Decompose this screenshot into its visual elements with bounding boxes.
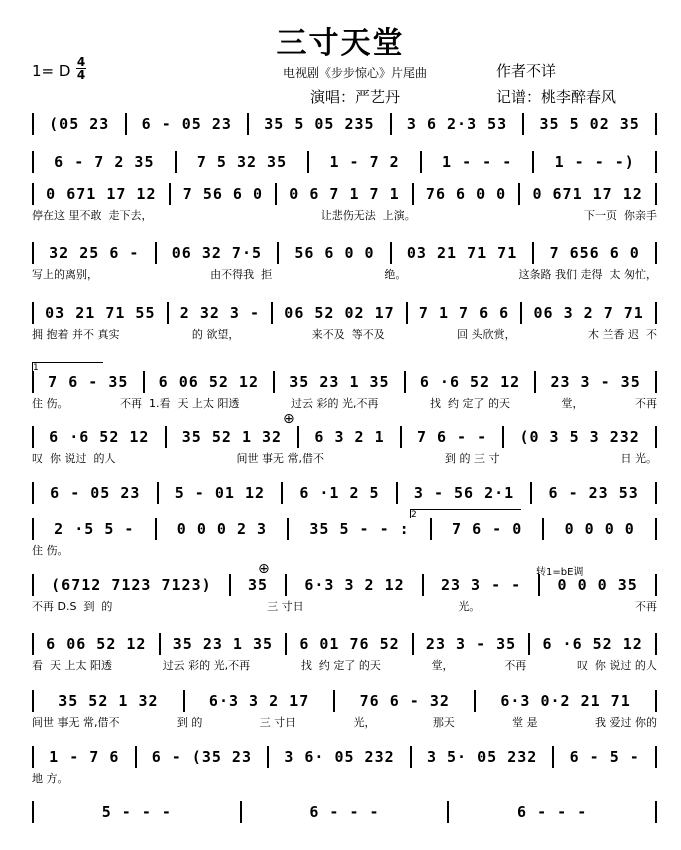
notation-line xyxy=(32,301,657,326)
song-subtitle: 电视剧《步步惊心》片尾曲 xyxy=(283,66,428,80)
lyric-phrase: 看 天 上太 阳透 xyxy=(32,659,112,672)
modulation-note: 转1=bE调 xyxy=(536,567,584,578)
score-row xyxy=(0,573,681,623)
lyric-phrase: 光， xyxy=(353,716,376,729)
bar-line xyxy=(32,518,34,540)
lyric-phrase: 间世 事无 常,借不 xyxy=(32,716,120,729)
measure: 1 - 7 2 xyxy=(329,153,400,171)
measure: 6 - 23 53 xyxy=(548,484,639,502)
score-row xyxy=(0,800,681,850)
measure: 76 6 - 32 xyxy=(359,692,450,710)
measure: 6 06 52 12 xyxy=(46,635,147,653)
notation-line xyxy=(32,425,657,450)
measure: 7 6 - 35 xyxy=(48,373,129,391)
measure: 0 671 17 12 xyxy=(532,185,643,203)
measure: 35 5 - - : xyxy=(309,520,410,538)
measure: 6 3 2 1 xyxy=(314,428,385,446)
lyric-phrase: 下一页 你亲手 xyxy=(584,209,657,222)
measure: 32 25 6 - xyxy=(49,244,140,262)
bar-line xyxy=(165,426,167,448)
bar-line xyxy=(32,746,34,768)
lyric-phrase: 不再 xyxy=(634,397,657,410)
measure: 3 - 56 2·1 xyxy=(413,484,515,502)
measure: 7 1 7 6 6 xyxy=(418,304,510,322)
measure: (6712 7123 7123) xyxy=(51,576,212,594)
measure: 6 - - - xyxy=(517,803,588,821)
measure: 3 6· 05 232 xyxy=(284,748,395,766)
lyric-phrase: 日 光。 xyxy=(620,452,657,465)
lyrics-line xyxy=(32,714,657,730)
time-signature xyxy=(76,56,86,81)
measure: 03 21 71 71 xyxy=(406,244,518,262)
lyrics-line xyxy=(32,450,657,466)
score-row xyxy=(0,689,681,739)
lyric-phrase: 我 爱过 你的 xyxy=(594,716,657,729)
measure: 7 5 32 35 xyxy=(196,153,288,171)
bar-line xyxy=(275,183,277,205)
lyric-phrase: 住 伤。 xyxy=(32,397,69,410)
bar-line xyxy=(655,574,657,596)
bar-line xyxy=(406,302,408,324)
lyric-phrase: 的 欲望， xyxy=(191,328,240,341)
measure: 35 23 1 35 xyxy=(289,373,390,391)
bar-line xyxy=(390,242,392,264)
measure: (0 3 5 3 232 xyxy=(519,428,640,446)
song-title: 三寸天堂 xyxy=(276,26,405,61)
measure: 6 - 7 2 35 xyxy=(54,153,155,171)
composer: 作者不详 xyxy=(496,62,557,80)
bar-line xyxy=(655,183,657,205)
measure: 35 52 1 32 xyxy=(58,692,159,710)
measure: 06 52 02 17 xyxy=(284,304,395,322)
bar-line xyxy=(502,426,504,448)
bar-line xyxy=(655,482,657,504)
bar-line xyxy=(271,302,273,324)
bar-line xyxy=(655,690,657,712)
notation-line xyxy=(32,370,657,395)
measure: 03 21 71 55 xyxy=(45,304,156,322)
lyric-phrase: 找 约 定了 的天 xyxy=(300,659,381,672)
measure: 23 3 - - xyxy=(440,576,522,594)
measure: 6 ·6 52 12 xyxy=(49,428,150,446)
bar-line xyxy=(522,113,524,135)
measure: 0 0 0 35 xyxy=(557,576,638,594)
lyric-phrase: 三 寸日 xyxy=(267,600,304,613)
bar-line xyxy=(277,242,279,264)
score-row xyxy=(0,370,681,420)
lyric-phrase: 找 约 定了 的天 xyxy=(429,397,510,410)
bar-line xyxy=(157,482,159,504)
volta-bracket-2: 2 xyxy=(410,509,521,518)
bar-line xyxy=(390,113,392,135)
measure: 0 0 0 0 xyxy=(564,520,635,538)
bar-line xyxy=(125,113,127,135)
notation-line xyxy=(32,150,657,175)
bar-line xyxy=(412,633,414,655)
bar-line xyxy=(273,371,275,393)
bar-line xyxy=(32,302,34,324)
notation-line xyxy=(32,481,657,506)
lyric-phrase: 来不及 等不及 xyxy=(311,328,385,341)
lyric-phrase: 不再 1.看 天 上太 阳透 xyxy=(120,397,240,410)
bar-line xyxy=(229,574,231,596)
measure: 6·3 0·2 21 71 xyxy=(500,692,631,710)
key-signature: 1= D xyxy=(32,62,71,80)
notation-line xyxy=(32,112,657,137)
bar-line xyxy=(135,746,137,768)
measure: 6 - - - xyxy=(309,803,380,821)
lyric-phrase: 过云 彩的 光,不再 xyxy=(162,659,251,672)
measure: 6 - 05 23 xyxy=(141,115,232,133)
lyric-phrase: 拥 抱着 并不 真实 xyxy=(32,328,120,341)
coda-sign-icon: ⊕ xyxy=(258,561,270,577)
measure: 1 - - -) xyxy=(554,153,635,171)
lyric-phrase: 光。 xyxy=(458,600,481,613)
score-row xyxy=(0,632,681,682)
bar-line xyxy=(240,801,242,823)
bar-line xyxy=(655,302,657,324)
lyric-phrase: 这条路 我们 走得 太 匆忙， xyxy=(518,268,657,281)
bar-line xyxy=(32,426,34,448)
bar-line xyxy=(32,482,34,504)
score-row xyxy=(0,745,681,795)
bar-line xyxy=(655,518,657,540)
bar-line xyxy=(404,371,406,393)
measure: 1 - - - xyxy=(442,153,513,171)
measure: 6·3 3 2 12 xyxy=(304,576,405,594)
bar-line xyxy=(183,690,185,712)
bar-line xyxy=(267,746,269,768)
bar-line xyxy=(542,518,544,540)
lyric-phrase: 不再 xyxy=(635,600,657,613)
bar-line xyxy=(297,426,299,448)
lyric-phrase: 由不得我 拒 xyxy=(210,268,273,281)
measure: 35 23 1 35 xyxy=(172,635,274,653)
measure: 6·3 3 2 17 xyxy=(208,692,310,710)
bar-line xyxy=(655,371,657,393)
measure: 0 671 17 12 xyxy=(46,185,157,203)
bar-line xyxy=(32,574,34,596)
bar-line xyxy=(400,426,402,448)
lyric-phrase: 堂， xyxy=(431,659,454,672)
bar-line xyxy=(32,242,34,264)
measure: 0 6 7 1 7 1 xyxy=(289,185,400,203)
meter-bottom: 4 xyxy=(76,68,86,82)
bar-line xyxy=(518,183,520,205)
bar-line xyxy=(169,183,171,205)
measure: 1 - 7 6 xyxy=(49,748,120,766)
measure: 2 32 3 - xyxy=(179,304,261,322)
lyrics-line xyxy=(32,395,657,411)
bar-line xyxy=(655,801,657,823)
bar-line xyxy=(520,302,522,324)
measure: 35 xyxy=(247,576,269,594)
score-row xyxy=(0,425,681,475)
bar-line xyxy=(430,518,432,540)
measure: 6 ·6 52 12 xyxy=(542,635,643,653)
score-row xyxy=(0,517,681,567)
lyric-phrase: 住 伤。 xyxy=(32,544,69,557)
score-row xyxy=(0,301,681,351)
measure: 5 - 01 12 xyxy=(174,484,266,502)
notation-line xyxy=(32,632,657,657)
lyric-phrase: 间世 事无 常,借不 xyxy=(236,452,324,465)
measure: 23 3 - 35 xyxy=(425,635,517,653)
bar-line xyxy=(287,518,289,540)
bar-line xyxy=(247,113,249,135)
lyric-phrase: 停在这 里不敢 走下去， xyxy=(32,209,153,222)
bar-line xyxy=(532,242,534,264)
lyrics-line xyxy=(32,770,657,786)
lyric-phrase: 绝。 xyxy=(384,268,407,281)
lyrics-line xyxy=(32,326,657,342)
lyrics-line xyxy=(32,266,657,282)
bar-line xyxy=(285,574,287,596)
notation-line xyxy=(32,241,657,266)
bar-line xyxy=(474,690,476,712)
lyric-phrase: 写上的离别， xyxy=(32,268,98,281)
bar-line xyxy=(32,151,34,173)
measure: 7 656 6 0 xyxy=(549,244,640,262)
bar-line xyxy=(422,574,424,596)
bar-line xyxy=(281,482,283,504)
bar-line xyxy=(32,113,34,135)
measure: 6 01 76 52 xyxy=(299,635,400,653)
notation-line xyxy=(32,182,657,207)
measure: 06 32 7·5 xyxy=(171,244,263,262)
bar-line xyxy=(532,151,534,173)
bar-line xyxy=(285,633,287,655)
volta-bracket-1: 1 xyxy=(32,362,103,371)
score-row xyxy=(0,182,681,232)
lyrics-line xyxy=(32,657,657,673)
measure: 76 6 0 0 xyxy=(425,185,507,203)
measure: 35 52 1 32 xyxy=(181,428,283,446)
lyric-phrase: 叹 你 说过 的人 xyxy=(576,659,657,672)
lyric-phrase: 到 的 三 寸 xyxy=(444,452,500,465)
score-row xyxy=(0,241,681,291)
lyric-phrase: 堂 是 xyxy=(512,716,538,729)
lyric-phrase: 叹 你 说过 的人 xyxy=(32,452,116,465)
measure: 56 6 0 0 xyxy=(294,244,375,262)
measure: 6 06 52 12 xyxy=(158,373,259,391)
singer: 演唱：严艺丹 xyxy=(310,88,401,106)
measure: 5 - - - xyxy=(101,803,172,821)
bar-line xyxy=(420,151,422,173)
measure: 7 6 - 0 xyxy=(452,520,523,538)
lyric-phrase: 堂， xyxy=(561,397,584,410)
measure: 35 5 05 235 xyxy=(264,115,375,133)
lyric-phrase: 回 头欣赏， xyxy=(457,328,516,341)
lyric-phrase: 木 兰香 迟 不 xyxy=(588,328,657,341)
bar-line xyxy=(530,482,532,504)
measure: 23 3 - 35 xyxy=(550,373,641,391)
bar-line xyxy=(412,183,414,205)
measure: 3 6 2·3 53 xyxy=(406,115,508,133)
bar-line xyxy=(655,151,657,173)
transcriber: 记谱：桃李醉春风 xyxy=(496,88,617,106)
bar-line xyxy=(143,371,145,393)
measure: 7 6 - - xyxy=(416,428,488,446)
lyrics-line xyxy=(32,598,657,614)
meter-top: 4 xyxy=(76,55,86,69)
lyrics-line xyxy=(32,207,657,223)
bar-line xyxy=(447,801,449,823)
notation-line xyxy=(32,800,657,825)
notation-line xyxy=(32,745,657,770)
bar-line xyxy=(32,371,34,393)
bar-line xyxy=(155,518,157,540)
lyric-phrase: 到 的 xyxy=(176,716,203,729)
measure: 6 - 05 23 xyxy=(50,484,141,502)
measure: 06 3 2 7 71 xyxy=(533,304,644,322)
bar-line xyxy=(32,633,34,655)
bar-line xyxy=(655,633,657,655)
measure: 6 ·6 52 12 xyxy=(419,373,521,391)
bar-line xyxy=(655,746,657,768)
notation-line xyxy=(32,689,657,714)
measure: 3 5· 05 232 xyxy=(426,748,538,766)
lyric-phrase: 地 方。 xyxy=(32,772,69,785)
coda-sign-icon: ⊕ xyxy=(283,411,295,427)
bar-line xyxy=(32,690,34,712)
bar-line xyxy=(175,151,177,173)
bar-line xyxy=(410,746,412,768)
lyric-phrase: 三 寸日 xyxy=(259,716,297,729)
lyric-phrase: 让悲伤无法 上演。 xyxy=(320,209,416,222)
lyric-phrase: 那天 xyxy=(432,716,455,729)
lyric-phrase: 过云 彩的 光,不再 xyxy=(290,397,379,410)
measure: 7 56 6 0 xyxy=(182,185,264,203)
lyric-phrase: 不再 xyxy=(504,659,527,672)
bar-line xyxy=(32,183,34,205)
lyrics-line xyxy=(32,542,657,558)
bar-line xyxy=(333,690,335,712)
measure: 6 - (35 23 xyxy=(151,748,252,766)
bar-line xyxy=(159,633,161,655)
lyric-phrase: 不再 D.S 到 的 xyxy=(32,600,113,613)
bar-line xyxy=(167,302,169,324)
measure: 35 5 02 35 xyxy=(539,115,640,133)
bar-line xyxy=(396,482,398,504)
notation-line xyxy=(32,517,657,542)
bar-line xyxy=(655,242,657,264)
measure: (05 23 xyxy=(49,115,110,133)
bar-line xyxy=(655,113,657,135)
bar-line xyxy=(528,633,530,655)
bar-line xyxy=(155,242,157,264)
bar-line xyxy=(655,426,657,448)
measure: 2 ·5 5 - xyxy=(54,520,135,538)
measure: 0 0 0 2 3 xyxy=(176,520,268,538)
bar-line xyxy=(534,371,536,393)
bar-line xyxy=(552,746,554,768)
bar-line xyxy=(307,151,309,173)
bar-line xyxy=(32,801,34,823)
measure: 6 ·1 2 5 xyxy=(299,484,380,502)
measure: 6 - 5 - xyxy=(569,748,640,766)
